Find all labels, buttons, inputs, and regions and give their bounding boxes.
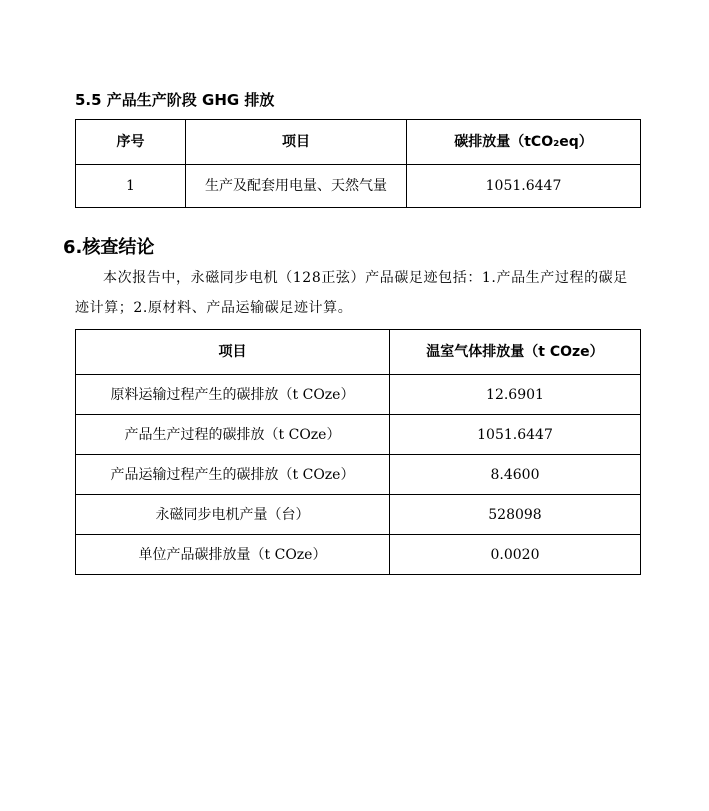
conclusion-paragraph: 本次报告中，永磁同步电机（128正弦）产品碳足迹包括：1.产品生产过程的碳足迹计算；2.原材料、产品运输碳足迹计算。: [75, 270, 628, 316]
table-cell: 产品运输过程产生的碳排放（t COze）: [76, 455, 390, 495]
table-cell: 12.6901: [390, 375, 641, 415]
table-cell: 生产及配套用电量、天然气量: [186, 165, 407, 208]
table-header-row: [76, 120, 641, 165]
table-row: [76, 495, 641, 535]
table-cell: 1051.6447: [390, 415, 641, 455]
table-cell: 0.0020: [390, 535, 641, 575]
column-header-ghg-emission: 温室气体排放量（t COze）: [390, 330, 641, 375]
section-6-heading: 6.核查结论: [63, 237, 155, 258]
table-cell: 原料运输过程产生的碳排放（t COze）: [76, 375, 390, 415]
table-row: [76, 165, 641, 208]
table-cell: 永磁同步电机产量（台）: [76, 495, 390, 535]
section-5-5-heading: 5.5 产品生产阶段 GHG 排放: [75, 91, 275, 109]
table-row: [76, 375, 641, 415]
column-header-emission: 碳排放量（tCO₂eq）: [407, 120, 641, 165]
table-cell: 1051.6447: [407, 165, 641, 208]
table-row: [76, 455, 641, 495]
table-row: [76, 415, 641, 455]
conclusion-table: [75, 329, 641, 575]
table-cell: 单位产品碳排放量（t COze）: [76, 535, 390, 575]
table-cell: 1: [76, 165, 186, 208]
column-header-index: 序号: [76, 120, 186, 165]
table-header-row: [76, 330, 641, 375]
table-cell: 8.4600: [390, 455, 641, 495]
column-header-item: 项目: [76, 330, 390, 375]
table-cell: 528098: [390, 495, 641, 535]
column-header-item: 项目: [186, 120, 407, 165]
table-cell: 产品生产过程的碳排放（t COze）: [76, 415, 390, 455]
table-row: [76, 535, 641, 575]
ghg-emission-table: [75, 119, 641, 208]
